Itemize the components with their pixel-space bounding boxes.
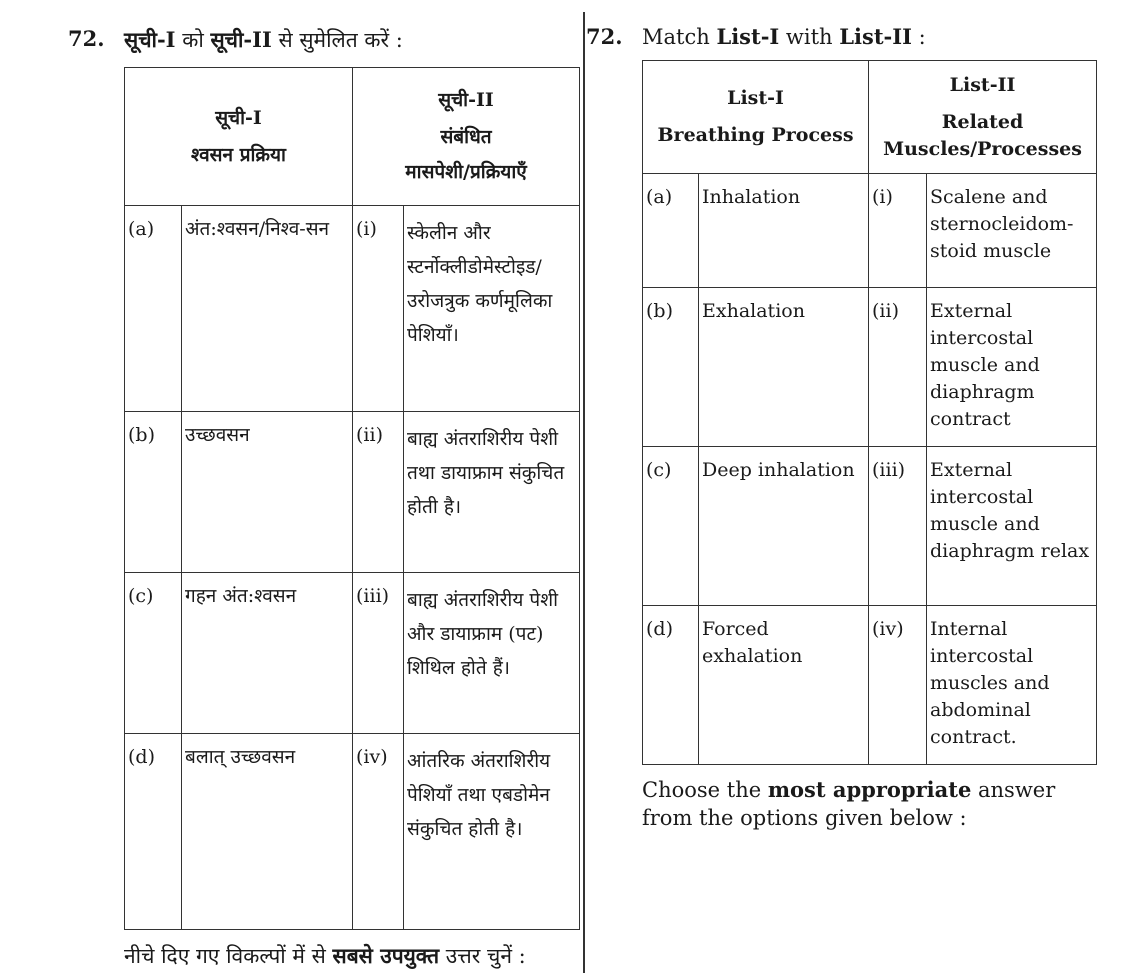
prompt-list2: List-II <box>839 24 912 49</box>
instruction-part: उत्तर चुनें : <box>439 944 526 968</box>
table-row <box>643 174 1097 288</box>
instruction-emphasis: सबसे उपयुक्त <box>332 943 440 968</box>
prompt-part: Match <box>642 25 717 49</box>
prompt-part: with <box>779 25 840 49</box>
row-process: अंत:श्वसन/निश्व-सन <box>185 218 330 240</box>
prompt-part: से सुमेलित करें : <box>271 28 403 52</box>
row-process: उच्छवसन <box>185 424 250 446</box>
answer-instruction <box>642 776 1112 832</box>
row-process: Forced exhalation <box>702 618 803 667</box>
list1-title: सूची-I <box>215 106 262 129</box>
list2-title: सूची-II <box>438 89 494 111</box>
question-number: 72. <box>586 24 623 49</box>
table-row <box>643 447 1097 606</box>
question-number: 72. <box>68 26 105 51</box>
row-letter: (a) <box>128 218 155 240</box>
row-numeral: (iv) <box>356 746 388 768</box>
row-muscle: स्केलीन और स्टर्नोक्लीडोमेस्टोइड/उरोजत्रुक कर्णमूलिका पेशियाँ। <box>407 222 553 346</box>
match-table <box>642 60 1097 765</box>
row-numeral: (i) <box>872 186 893 208</box>
prompt-part: : <box>911 25 926 49</box>
table-row <box>125 206 580 412</box>
table-row <box>125 412 580 573</box>
instruction-part: नीचे दिए गए विकल्पों में से <box>124 944 333 968</box>
prompt-part: को <box>175 28 211 52</box>
list1-title: List-I <box>727 87 784 109</box>
answer-instruction <box>124 942 579 970</box>
row-process: Inhalation <box>702 186 801 208</box>
table-row <box>643 606 1097 765</box>
row-letter: (a) <box>646 186 673 208</box>
list2-subtitle: संबंधित <box>440 126 492 148</box>
row-letter: (c) <box>646 459 672 481</box>
row-muscle: Internal intercostal muscles and abdominal contract. <box>930 618 1050 748</box>
table-row <box>125 573 580 734</box>
list2-subtitle: Muscles/Processes <box>883 137 1082 160</box>
list1-header <box>643 61 869 174</box>
row-muscle: External intercostal muscle and diaphragm contract <box>930 300 1040 430</box>
row-process: गहन अंत:श्वसन <box>185 585 297 607</box>
prompt-list1: सूची-I <box>124 27 176 52</box>
list1-subtitle: Breathing Process <box>657 124 854 146</box>
row-muscle: External intercostal muscle and diaphragm relax <box>930 459 1090 562</box>
match-table <box>124 67 580 930</box>
row-numeral: (iv) <box>872 618 904 640</box>
list2-subtitle: मासपेशी/प्रक्रियाएँ <box>405 161 527 183</box>
instruction-part: Choose the <box>642 778 768 802</box>
row-letter: (d) <box>646 618 673 640</box>
row-letter: (d) <box>128 746 155 768</box>
row-numeral: (i) <box>356 218 377 240</box>
table-row <box>125 734 580 930</box>
instruction-part: answer from the options given below : <box>642 778 1056 830</box>
row-muscle: Scalene and sternocleidom-stoid muscle <box>930 186 1074 262</box>
row-muscle: आंतरिक अंतराशिरीय पेशियाँ तथा एबडोमेन संकुचित होती है। <box>407 750 551 840</box>
instruction-emphasis: most appropriate <box>767 777 972 802</box>
column-divider <box>583 12 585 973</box>
row-letter: (b) <box>646 300 673 322</box>
list2-title: List-II <box>949 73 1016 96</box>
table-row <box>643 288 1097 447</box>
list2-header <box>353 68 580 206</box>
row-process: Deep inhalation <box>702 459 855 481</box>
row-letter: (c) <box>128 585 154 607</box>
row-numeral: (iii) <box>872 459 906 481</box>
row-numeral: (ii) <box>356 424 383 446</box>
row-muscle: बाह्य अंतराशिरीय पेशी और डायाफ्राम (पट) शिथिल होते हैं। <box>407 589 559 679</box>
prompt-list1: List-I <box>716 24 780 49</box>
row-letter: (b) <box>128 424 155 446</box>
prompt-list2: सूची-II <box>210 27 272 52</box>
list1-header <box>125 68 353 206</box>
question-prompt <box>124 26 403 54</box>
row-numeral: (ii) <box>872 300 899 322</box>
row-numeral: (iii) <box>356 585 390 607</box>
list1-subtitle: श्वसन प्रक्रिया <box>191 143 286 166</box>
row-process: बलात् उच्छवसन <box>185 746 296 768</box>
row-process: Exhalation <box>702 300 805 322</box>
list2-subtitle: Related <box>941 110 1024 133</box>
row-muscle: बाह्य अंतराशिरीय पेशी तथा डायाफ्राम संकुचित होती है। <box>407 428 565 518</box>
list2-header <box>869 61 1097 174</box>
question-prompt <box>642 24 926 49</box>
english-column <box>586 0 1139 973</box>
